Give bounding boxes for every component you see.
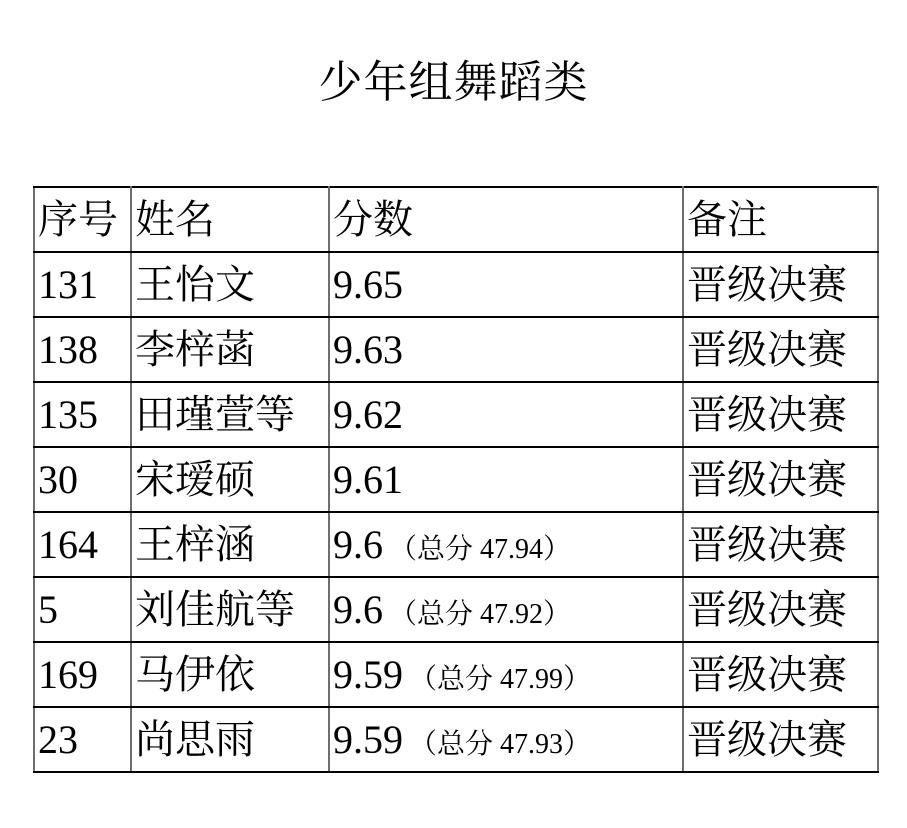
table-row: [34, 512, 878, 577]
cell-score: [329, 577, 683, 642]
cell-name: 宋瑷硕: [131, 447, 329, 512]
cell-score: [329, 382, 683, 447]
table-row: [34, 642, 878, 707]
cell-name: 刘佳航等: [131, 577, 329, 642]
score-value: 9.59: [333, 716, 403, 762]
cell-name: 李梓菡: [131, 317, 329, 382]
score-note: （总分 47.94）: [389, 533, 572, 565]
table-header-row: [34, 187, 878, 252]
cell-name: 马伊依: [131, 642, 329, 707]
cell-remark: 晋级决赛: [683, 252, 878, 317]
table-row: [34, 317, 878, 382]
cell-remark: 晋级决赛: [683, 317, 878, 382]
table-row: [34, 707, 878, 772]
table-row: [34, 252, 878, 317]
cell-remark: 晋级决赛: [683, 447, 878, 512]
cell-score: [329, 642, 683, 707]
header-cell-remark: 备注: [683, 187, 878, 252]
score-note: （总分 47.93）: [409, 728, 592, 760]
cell-no: 131: [34, 252, 131, 317]
cell-name: 尚思雨: [131, 707, 329, 772]
cell-name: 王梓涵: [131, 512, 329, 577]
header-cell-name: 姓名: [131, 187, 329, 252]
score-value: 9.59: [333, 651, 403, 697]
score-value: 9.62: [333, 391, 403, 437]
score-value: 9.61: [333, 456, 403, 502]
cell-remark: 晋级决赛: [683, 382, 878, 447]
cell-no: 5: [34, 577, 131, 642]
score-note: （总分 47.92）: [389, 598, 572, 630]
cell-name: 田瑾萱等: [131, 382, 329, 447]
cell-remark: 晋级决赛: [683, 512, 878, 577]
page-title: 少年组舞蹈类: [318, 58, 589, 107]
cell-no: 135: [34, 382, 131, 447]
score-value: 9.63: [333, 326, 403, 372]
cell-no: 30: [34, 447, 131, 512]
score-value: 9.6: [333, 586, 383, 632]
table-row: [34, 382, 878, 447]
cell-no: 138: [34, 317, 131, 382]
table-row: [34, 447, 878, 512]
score-value: 9.65: [333, 261, 403, 307]
header-cell-no: 序号: [34, 187, 131, 252]
score-value: 9.6: [333, 521, 383, 567]
cell-score: [329, 707, 683, 772]
cell-score: [329, 447, 683, 512]
score-note: （总分 47.99）: [409, 663, 592, 695]
cell-no: 164: [34, 512, 131, 577]
results-table: [33, 186, 879, 773]
cell-no: 169: [34, 642, 131, 707]
cell-score: [329, 512, 683, 577]
cell-score: [329, 252, 683, 317]
cell-remark: 晋级决赛: [683, 642, 878, 707]
cell-score: [329, 317, 683, 382]
cell-remark: 晋级决赛: [683, 577, 878, 642]
cell-name: 王怡文: [131, 252, 329, 317]
header-cell-score: 分数: [329, 187, 683, 252]
cell-remark: 晋级决赛: [683, 707, 878, 772]
table-row: [34, 577, 878, 642]
cell-no: 23: [34, 707, 131, 772]
